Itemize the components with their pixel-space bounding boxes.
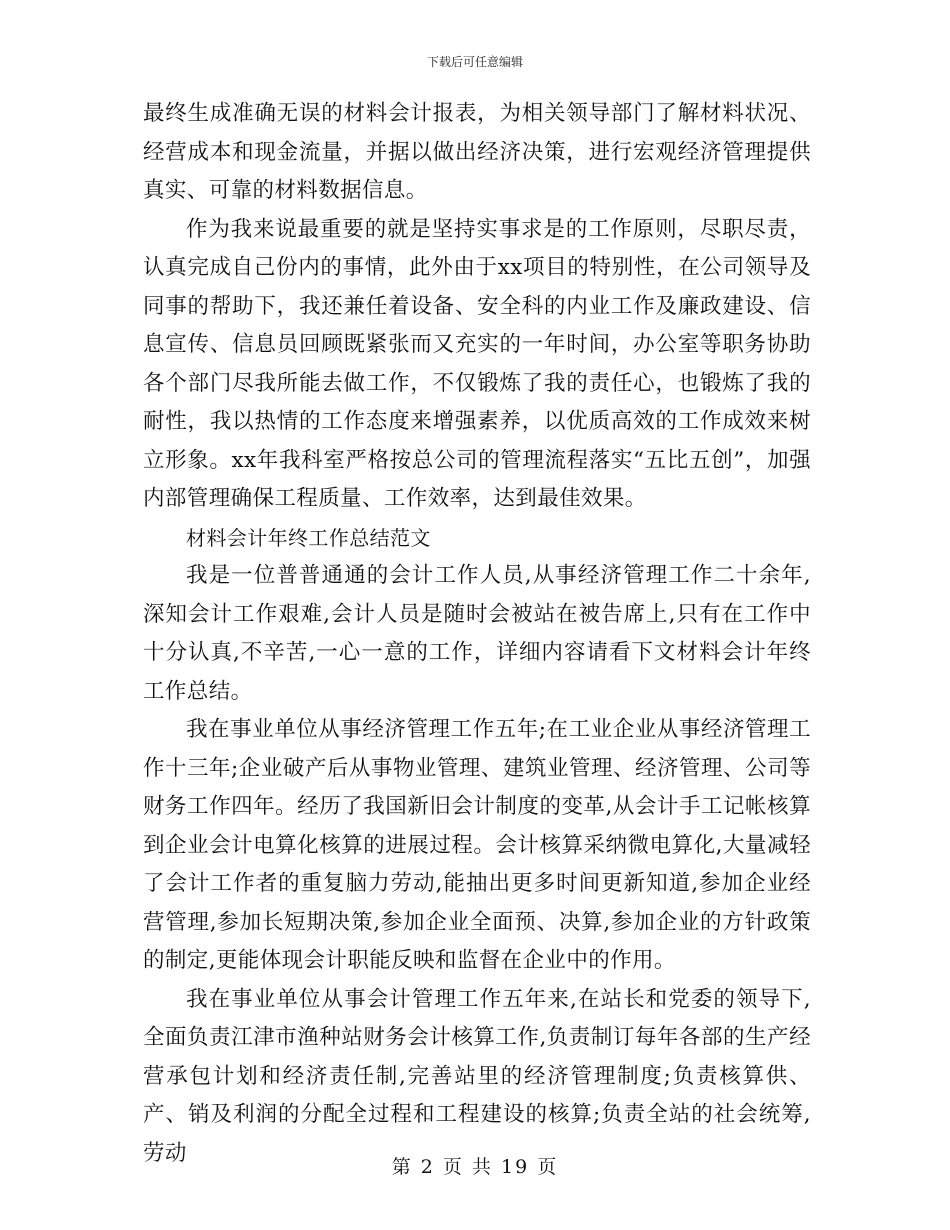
section-title: 材料会计年终工作总结范文 <box>186 525 431 550</box>
paragraph-intro: 我是一位普普通通的会计工作人员,从事经济管理工作二十余年,深知会计工作艰难,会计人员是随时会被站在被告席上,只有在工作中十分认真,不辛苦,一心一意的工作，详细内容请看下文材料会计年终工作总结。 <box>143 563 811 704</box>
page-header-note: 下载后可任意编辑 <box>426 55 523 69</box>
paragraph-experience: 我在事业单位从事经济管理工作五年;在工业企业从事经济管理工作十三年;企业破产后从事物业管理、建筑业管理、经济管理、公司等财务工作四年。经历了我国新旧会计制度的变革,从会计手工记帐核算到企业会计电算化核算的进展过程。会计核算采纳微电算化,大量减轻了会计工作者的重复脑力劳动,能抽出更多时间更新知道,参加企业经营管理,参加长短期决策,参加企业全面预、决算,参加企业的方针政策的制定,更能体现会计职能反映和监督在企业中的作用。 <box>143 717 811 973</box>
paragraph-responsibilities: 我在事业单位从事会计管理工作五年来,在站长和党委的领导下,全面负责江津市渔种站财务会计核算工作,负责制订每年各部的生产经营承包计划和经济责任制,完善站里的经济管理制度;负责核算供、产、销及利润的分配全过程和工程建设的核算;负责全站的社会统筹,劳动 <box>143 986 811 1166</box>
page-number-footer: 第 2 页 共 19 页 <box>391 1156 559 1178</box>
document-body <box>143 95 811 1173</box>
paragraph-work-principle: 作为我来说最重要的就是坚持实事求是的工作原则，尽职尽责，认真完成自己份内的事情，此外由于xx项目的特别性，在公司领导及同事的帮助下，我还兼任着设备、安全科的内业工作及廉政建设、信息宣传、信息员回顾既紧张而又充实的一年时间，办公室等职务协助各个部门尽我所能去做工作，不仅锻炼了我的责任心，也锻炼了我的耐性，我以热情的工作态度来增强素养，以优质高效的工作成效来树立形象。xx年我科室严格按总公司的管理流程落实“五比五创”，加强内部管理确保工程质量、工作效率，达到最佳效果。 <box>143 216 811 511</box>
paragraph-continuation: 最终生成准确无误的材料会计报表，为相关领导部门了解材料状况、经营成本和现金流量，并据以做出经济决策，进行宏观经济管理提供真实、可靠的材料数据信息。 <box>143 101 811 203</box>
